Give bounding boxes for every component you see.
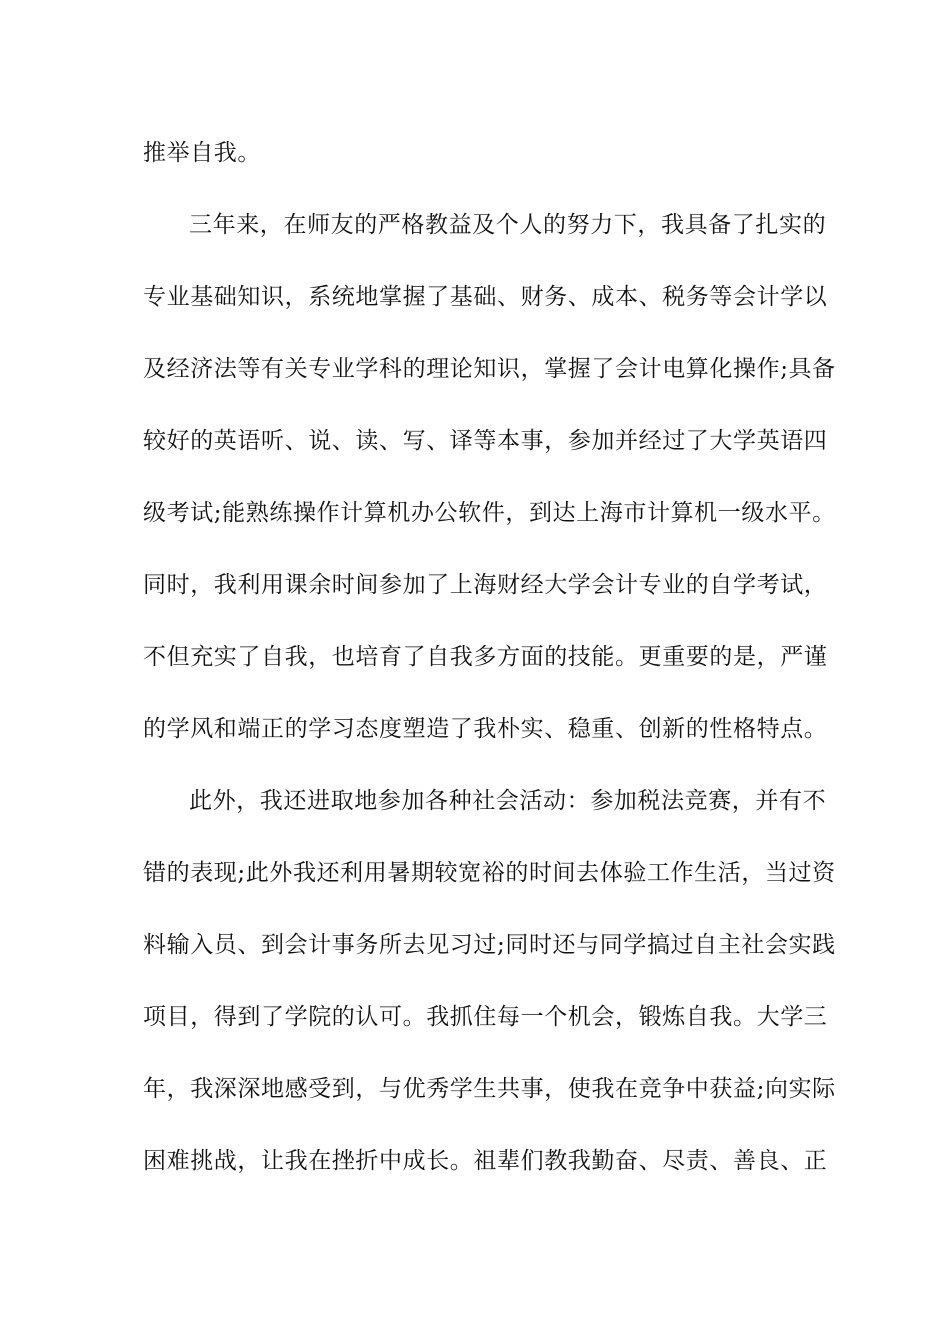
text-line: 同时，我利用课余时间参加了上海财经大学会计专业的自学考试，	[143, 572, 828, 598]
text-line: 及经济法等有关专业学科的理论知识，掌握了会计电算化操作;具备	[143, 356, 836, 382]
paragraph-first-line: 三年来，在师友的严格教益及个人的努力下，我具备了扎实的	[189, 212, 827, 238]
text-line: 项目，得到了学院的认可。我抓住每一个机会，锻炼自我。大学三	[143, 1004, 828, 1030]
text-line: 料输入员、到会计事务所去见习过;同时还与同学搞过自主社会实践	[143, 932, 836, 958]
text-line: 年，我深深地感受到，与优秀学生共事，使我在竞争中获益;向实际	[143, 1076, 836, 1102]
text-line: 较好的英语听、说、读、写、译等本事，参加并经过了大学英语四	[143, 428, 828, 454]
text-line: 不但充实了自我，也培育了自我多方面的技能。更重要的是，严谨	[143, 644, 828, 670]
text-line: 的学风和端正的学习态度塑造了我朴实、稳重、创新的性格特点。	[143, 716, 828, 742]
text-line: 困难挑战，让我在挫折中成长。祖辈们教我勤奋、尽责、善良、正	[143, 1148, 828, 1174]
text-line: 推举自我。	[143, 140, 261, 166]
text-line: 错的表现;此外我还利用暑期较宽裕的时间去体验工作生活，当过资	[143, 860, 836, 886]
text-line: 级考试;能熟练操作计算机办公软件，到达上海市计算机一级水平。	[143, 500, 836, 526]
text-line: 专业基础知识，系统地掌握了基础、财务、成本、税务等会计学以	[143, 284, 828, 310]
paragraph-first-line: 此外，我还进取地参加各种社会活动：参加税法竞赛，并有不	[189, 788, 827, 814]
